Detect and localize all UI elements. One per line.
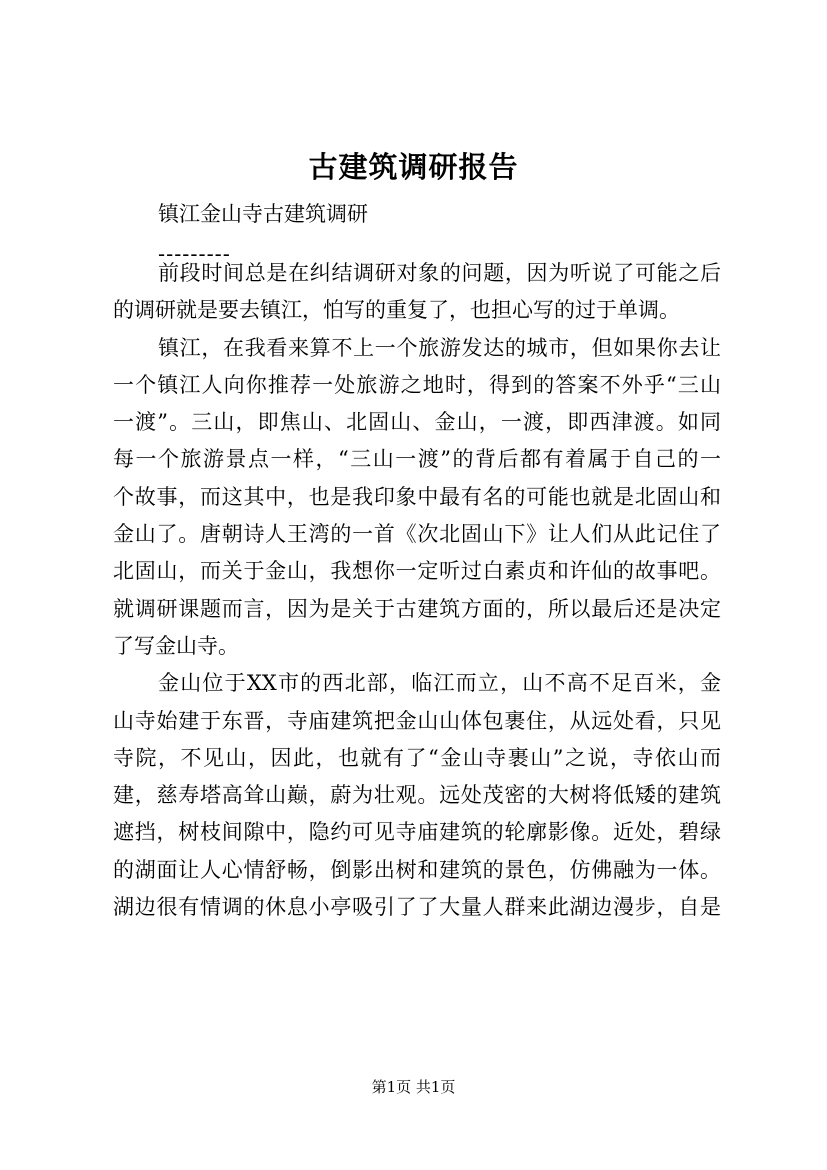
document-subtitle: 镇江金山寺古建筑调研 [158, 202, 368, 226]
paragraph-line: 每一个旅游景点一样，“三山一渡”的背后都有着属于自己的一 [113, 447, 721, 472]
paragraph-line: 前段时间总是在纠结调研对象的问题，因为听说了可能之后 [158, 261, 721, 285]
page-footer: 第1页 共1页 [371, 1078, 456, 1096]
paragraph-1 [113, 255, 721, 330]
paragraph-line: 的湖面让人心情舒畅，倒影出树和建筑的景色，仿佛融为一体。 [113, 857, 721, 882]
paragraph-3 [113, 665, 721, 926]
paragraph-2 [113, 330, 721, 666]
paragraph-line: 了写金山寺。 [113, 633, 239, 658]
document-title: 古建筑调研报告 [308, 150, 519, 184]
document-body [113, 255, 721, 926]
paragraph-line: 个故事，而这其中，也是我印象中最有名的可能也就是北固山和 [113, 484, 721, 509]
paragraph-line: 就调研课题而言，因为是关于古建筑方面的，所以最后还是决定 [113, 596, 721, 621]
paragraph-line: 北固山，而关于金山，我想你一定听过白素贞和许仙的故事吧。 [113, 559, 721, 584]
paragraph-line: 建，慈寿塔高耸山巅，蔚为壮观。远处茂密的大树将低矮的建筑 [113, 783, 721, 808]
paragraph-line: 的调研就是要去镇江，怕写的重复了，也担心写的过于单调。 [113, 298, 680, 323]
paragraph-line: 镇江，在我看来算不上一个旅游发达的城市，但如果你去让 [158, 335, 721, 360]
paragraph-line: 寺院，不见山，因此，也就有了“金山寺裹山”之说，寺依山而 [113, 745, 721, 770]
paragraph-line: 湖边很有情调的休息小亭吸引了了大量人群来此湖边漫步，自是 [113, 895, 721, 920]
paragraph-line: 一渡”。三山，即焦山、北固山、金山，一渡，即西津渡。如同 [113, 410, 721, 435]
paragraph-line: 金山了。唐朝诗人王湾的一首《次北固山下》让人们从此记住了 [113, 522, 721, 547]
paragraph-line: 山寺始建于东晋，寺庙建筑把金山山体包裹住，从远处看，只见 [113, 708, 721, 733]
paragraph-line: 遮挡，树枝间隙中，隐约可见寺庙建筑的轮廓影像。近处，碧绿 [113, 820, 721, 845]
divider-line: --------- [158, 242, 231, 266]
paragraph-line: 金山位于XX市的西北部，临江而立，山不高不足百米，金 [158, 671, 721, 696]
paragraph-line: 一个镇江人向你推荐一处旅游之地时，得到的答案不外乎“三山 [113, 372, 721, 397]
